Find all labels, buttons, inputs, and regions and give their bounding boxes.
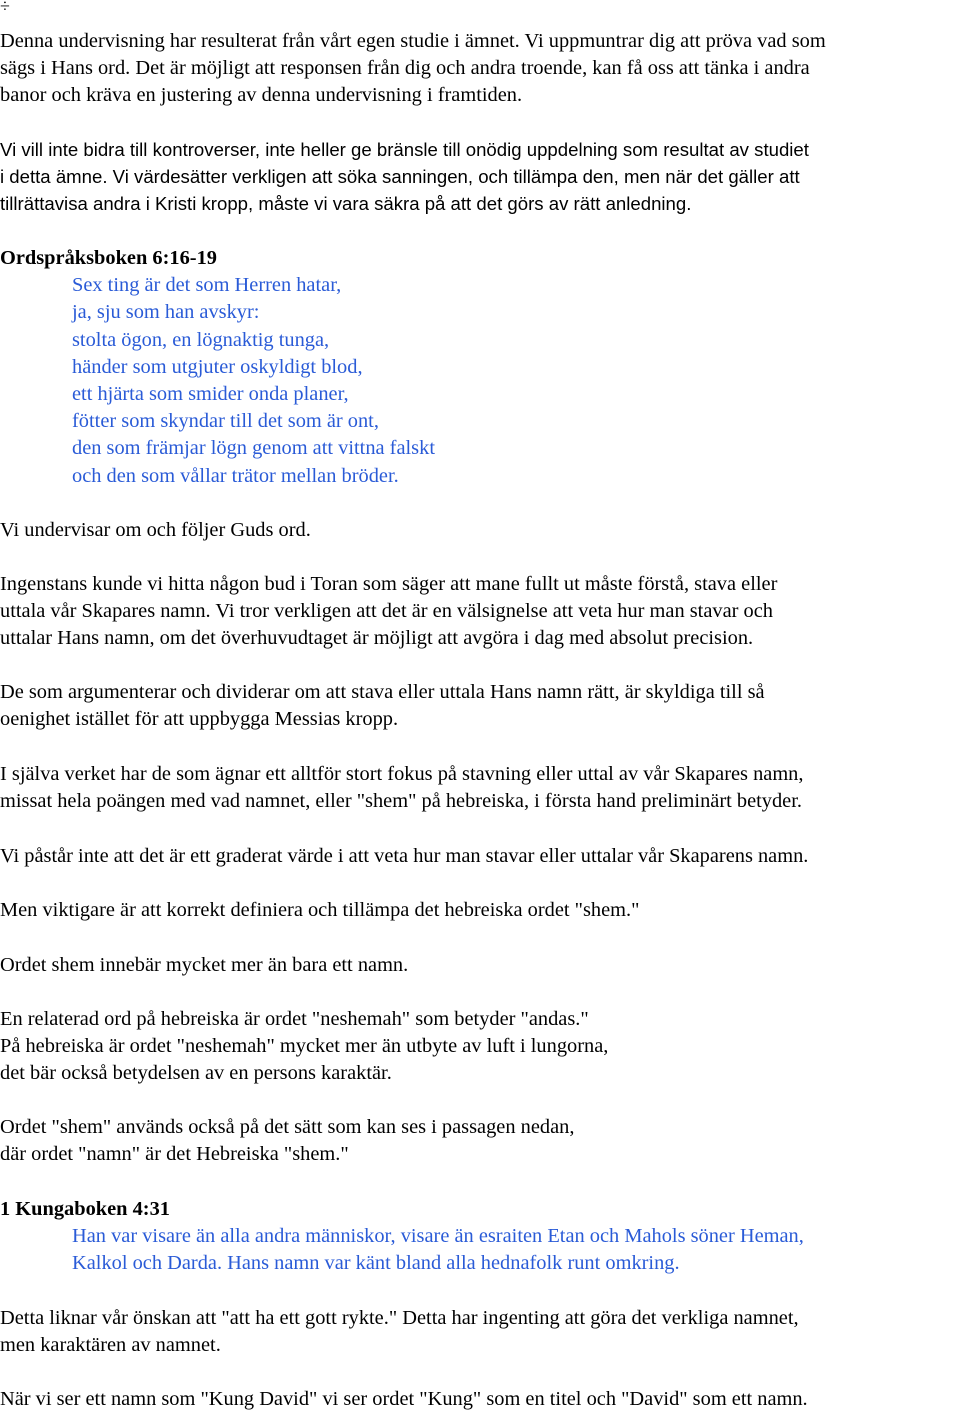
focus-paragraph: [0, 761, 960, 815]
text-line: De som argumenterar och dividerar om att stava eller uttala Hans namn rätt, är skyldiga till så: [0, 681, 765, 703]
text-line: Ingenstans kunde vi hitta någon bud i Toran som säger att mane fullt ut måste förstå, stava eller: [0, 573, 778, 595]
kings-passage: [0, 1196, 960, 1278]
text-line: banor och kräva en justering av denna undervisning i framtiden.: [0, 84, 523, 107]
scripture-reference: 1 Kungaboken 4:31: [0, 1198, 170, 1220]
text-line: uttalar Hans namn, om det överhuvudtaget är möjligt att avgöra i dag med absolut precision.: [0, 627, 754, 650]
text-line: uttala vår Skapares namn. Vi tror verkligen att det är en välsignelse att veta hur man stavar och: [0, 600, 773, 623]
argue-paragraph: [0, 679, 960, 733]
text-line: sägs i Hans ord. Det är möjligt att responsen från dig och andra troende, kan få oss att tänka i andra: [0, 57, 810, 80]
verse-line: Han var visare än alla andra människor, visare än esraiten Etan och Mahols söner Heman,: [72, 1225, 804, 1248]
text-line: På hebreiska är ordet "neshemah" mycket mer än utbyte av luft i lungorna,: [0, 1035, 609, 1058]
reputation-paragraph: [0, 1305, 960, 1359]
text-line: Denna undervisning har resulterat från vårt egen studie i ämnet. Vi uppmuntrar dig att pröva vad som: [0, 30, 826, 52]
text-line: I själva verket har de som ägnar ett alltför stort fokus på stavning eller uttal av vår Skapares namn,: [0, 763, 804, 785]
division-sign-mark: ÷: [0, 0, 10, 16]
meaning-paragraph: [0, 952, 960, 979]
text-line: men karaktären av namnet.: [0, 1334, 221, 1357]
verse-line: händer som utgjuter oskyldigt blod,: [72, 355, 363, 378]
text-line: Ordet shem innebär mycket mer än bara ett namn.: [0, 954, 409, 976]
intro-paragraph: [0, 28, 960, 110]
text-line: i detta ämne. Vi värdesätter verkligen att söka sanningen, och tillämpa den, men när det gäller att: [0, 166, 800, 188]
verse-line: ja, sju som han avskyr:: [72, 301, 260, 324]
text-line: Vi undervisar om och följer Guds ord.: [0, 519, 311, 541]
text-line: Detta liknar vår önskan att "att ha ett gott rykte." Detta har ingenting att göra det verkliga namnet,: [0, 1307, 799, 1329]
torah-paragraph: [0, 571, 960, 653]
verse-line: Kalkol och Darda. Hans namn var känt bland alla hednafolk runt omkring.: [72, 1252, 680, 1275]
text-line: Vi vill inte bidra till kontroverser, inte heller ge bränsle till onödig uppdelning som resultat av studiet: [0, 139, 809, 160]
text-line: Ordet "shem" används också på det sätt som kan ses i passagen nedan,: [0, 1116, 575, 1138]
text-line: Men viktigare är att korrekt definiera och tillämpa det hebreiska ordet "shem.": [0, 899, 640, 921]
scripture-reference: Ordspråksboken 6:16-19: [0, 247, 217, 269]
text-line: tillrättavisa andra i Kristi kropp, måste vi vara säkra på att det görs av rätt anledning.: [0, 193, 692, 215]
proverbs-passage: [0, 245, 960, 490]
text-line: oenighet istället för att uppbygga Messias kropp.: [0, 708, 399, 731]
text-line: En relaterad ord på hebreiska är ordet "neshemah" som betyder "andas.": [0, 1008, 589, 1030]
verse-line: ett hjärta som smider onda planer,: [72, 383, 349, 406]
verse-line: stolta ögon, en lögnaktig tunga,: [72, 328, 330, 351]
text-line: Vi påstår inte att det är ett graderat värde i att veta hur man stavar eller uttalar vår Skaparens namn.: [0, 845, 809, 867]
verse-line: fötter som skyndar till det som är ont,: [72, 410, 379, 433]
neshemah-paragraph: [0, 1006, 960, 1088]
value-paragraph: [0, 843, 960, 870]
text-line: missat hela poängen med vad namnet, eller "shem" på hebreiska, i första hand preliminärt betyder.: [0, 790, 802, 813]
david-paragraph: [0, 1386, 960, 1413]
usage-paragraph: [0, 1114, 960, 1168]
define-paragraph: [0, 897, 960, 924]
verse-line: och den som vållar trätor mellan bröder.: [72, 464, 399, 487]
text-line: När vi ser ett namn som "Kung David" vi ser ordet "Kung" som en titel och "David" som ett namn.: [0, 1388, 808, 1410]
verse-line: Sex ting är det som Herren hatar,: [72, 274, 342, 297]
text-line: det bär också betydelsen av en persons karaktär.: [0, 1062, 392, 1085]
controversy-paragraph: [0, 136, 960, 218]
verse-line: den som främjar lögn genom att vittna falskt: [72, 437, 435, 460]
follow-paragraph: [0, 517, 960, 544]
text-line: där ordet "namn" är det Hebreiska "shem.": [0, 1143, 349, 1166]
